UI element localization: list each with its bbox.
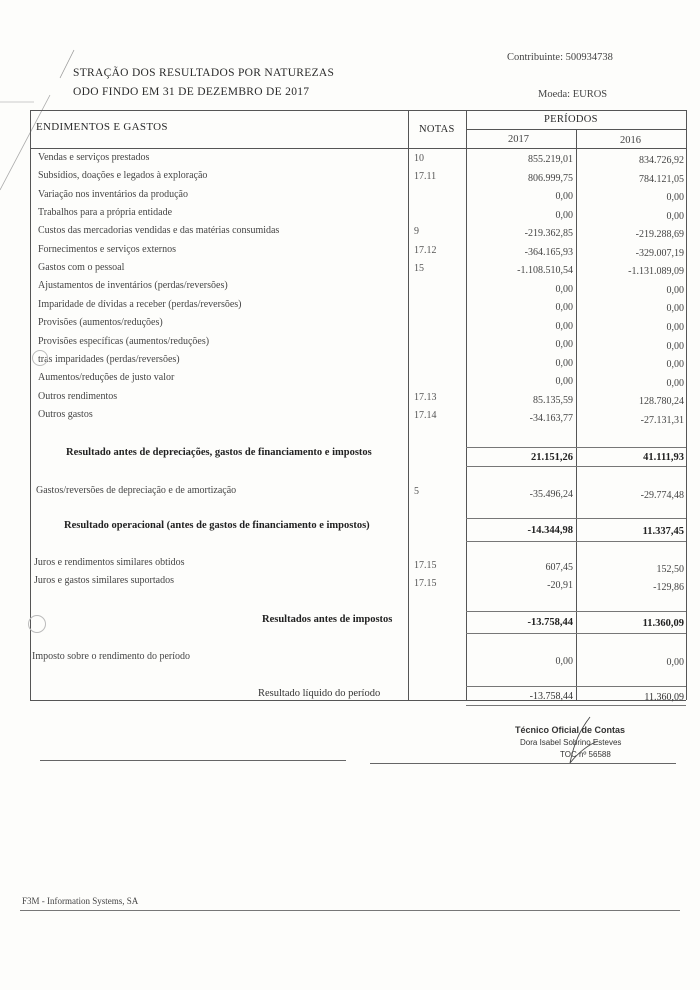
row-value-2016: 0,00 — [666, 340, 684, 352]
row-label: Vendas e serviços prestados — [38, 152, 150, 163]
row-value-juros-obtidos-2016: 152,50 — [656, 564, 684, 575]
row-label: Outros gastos — [38, 408, 93, 420]
document-title-line2: ODO FINDO EM 31 DE DEZEMBRO DE 2017 — [73, 86, 310, 98]
row-label-imposto: Imposto sobre o rendimento do período — [32, 651, 191, 662]
row-label: Imparidade de dívidas a receber (perdas/reversões) — [38, 298, 242, 310]
footer-company: F3M - Information Systems, SA — [22, 896, 139, 906]
row-value-2016: -329.007,19 — [635, 247, 684, 259]
row-value-2017: 806.999,75 — [528, 172, 573, 184]
row-value-juros-obtidos-2017: 607,45 — [545, 562, 573, 573]
row-value-2016: -27.131,31 — [640, 414, 684, 426]
row-note: 9 — [414, 226, 419, 238]
row-value-2016: 834.726,92 — [639, 155, 684, 166]
row-value-depreciacao-2017: -35.496,24 — [529, 489, 573, 500]
currency-label: Moeda: EUROS — [538, 89, 608, 100]
row-value-2017: -34.163,77 — [529, 413, 573, 424]
signature-icon — [560, 715, 610, 770]
row-note-juros-obtidos: 17.15 — [414, 560, 437, 571]
row-value-2017: -364.165,93 — [524, 246, 573, 258]
row-value-2017: 0,00 — [555, 283, 573, 295]
subtotal-operacional-2016: 11.337,45 — [642, 526, 684, 537]
row-note: 17.14 — [414, 409, 437, 421]
subtotal-label-antes-impostos: Resultados antes de impostos — [262, 614, 393, 625]
row-value-juros-suportados-2016: -129,86 — [653, 582, 684, 593]
row-note-juros-suportados: 17.15 — [414, 578, 437, 589]
signature-title: Técnico Oficial de Contas — [515, 725, 626, 735]
subtotal-label-ebitda: Resultado antes de depreciações, gastos de financiamento e impostos — [66, 447, 372, 458]
row-value-2017: 0,00 — [555, 339, 573, 350]
row-value-2016: -1.131.089,09 — [628, 266, 684, 278]
punch-hole-icon — [32, 350, 48, 366]
column-header-2016: 2016 — [620, 135, 641, 146]
total-liquido-2017: -13.758,44 — [529, 691, 573, 702]
row-label: Provisões específicas (aumentos/reduções) — [38, 335, 210, 347]
row-value-2016: 0,00 — [666, 192, 684, 204]
row-value-2017: 0,00 — [555, 209, 573, 221]
column-header-2017: 2017 — [508, 134, 529, 145]
column-header-rendimentos: ENDIMENTOS E GASTOS — [36, 121, 168, 133]
row-value-depreciacao-2016: -29.774,48 — [640, 490, 684, 501]
row-value-2016: 0,00 — [666, 210, 684, 222]
row-value-juros-suportados-2017: -20,91 — [547, 580, 573, 591]
row-label: tras imparidades (perdas/reversões) — [38, 353, 180, 365]
subtotal-ebitda-2016: 41.111,93 — [643, 452, 684, 463]
row-value-2017: 855.219,01 — [528, 154, 573, 165]
row-label-juros-suportados: Juros e gastos similares suportados — [34, 575, 174, 586]
row-label-depreciacao: Gastos/reversões de depreciação e de amortização — [36, 485, 237, 496]
row-label: Fornecimentos e serviços externos — [38, 243, 177, 255]
row-value-2017: 0,00 — [555, 191, 573, 202]
row-note: 17.11 — [414, 171, 437, 183]
total-liquido-2016: 11.360,09 — [644, 692, 684, 703]
signature-name: Dora Isabel Sobrino Esteves — [520, 738, 622, 747]
row-value-2016: 0,00 — [666, 284, 684, 296]
row-label: Provisões (aumentos/reduções) — [38, 317, 163, 329]
row-label: Outros rendimentos — [38, 390, 118, 402]
row-value-2017: 85.135,59 — [533, 394, 573, 406]
contribuinte-label: Contribuinte: 500934738 — [507, 52, 613, 63]
row-value-2016: 0,00 — [666, 321, 684, 333]
column-header-periodos: PERÍODOS — [544, 114, 598, 125]
row-value-imposto-2017: 0,00 — [555, 656, 573, 667]
row-value-2017: -219.362,85 — [524, 228, 573, 239]
row-label: Subsídios, doações e legados à exploração — [38, 170, 208, 182]
row-value-2017: 0,00 — [555, 320, 573, 332]
row-label: Custos das mercadorias vendidas e das matérias consumidas — [38, 225, 280, 237]
total-label-liquido: Resultado líquido do período — [258, 688, 381, 699]
row-note: 15 — [414, 263, 424, 275]
row-value-2017: 0,00 — [555, 376, 573, 387]
row-label: Ajustamentos de inventários (perdas/reversões) — [38, 280, 228, 292]
column-header-notas: NOTAS — [419, 124, 455, 135]
subtotal-ebitda-2017: 21.151,26 — [531, 452, 573, 463]
row-note: 10 — [414, 153, 424, 164]
subtotal-antes-impostos-2016: 11.360,09 — [642, 618, 684, 629]
document-title-line1: STRAÇÃO DOS RESULTADOS POR NATUREZAS — [73, 67, 335, 79]
subtotal-operacional-2017: -14.344,98 — [527, 525, 573, 536]
row-value-2017: 0,00 — [555, 357, 573, 369]
row-value-2016: -219.288,69 — [635, 229, 684, 241]
row-value-2016: 0,00 — [666, 359, 684, 371]
subtotal-antes-impostos-2017: -13.758,44 — [527, 617, 573, 628]
row-label-juros-obtidos: Juros e rendimentos similares obtidos — [34, 557, 185, 568]
row-note-depreciacao: 5 — [414, 486, 419, 497]
row-value-2017: 0,00 — [555, 302, 573, 313]
row-value-2016: 784.121,05 — [639, 173, 684, 185]
row-label: Trabalhos para a própria entidade — [38, 207, 173, 219]
row-label: Gastos com o pessoal — [38, 262, 125, 274]
row-value-imposto-2016: 0,00 — [666, 657, 684, 668]
row-label: Aumentos/reduções de justo valor — [38, 372, 175, 384]
row-note: 17.13 — [414, 391, 437, 403]
row-value-2016: 128.780,24 — [639, 396, 684, 408]
signature-toc-number: TOC nº 56588 — [560, 750, 611, 759]
row-note: 17.12 — [414, 244, 437, 256]
row-label: Variação nos inventários da produção — [38, 188, 188, 200]
row-value-2017: -1.108.510,54 — [517, 265, 573, 276]
row-value-2016: 0,00 — [666, 303, 684, 315]
subtotal-label-operacional: Resultado operacional (antes de gastos de financiamento e impostos) — [64, 520, 370, 531]
row-value-2016: 0,00 — [666, 377, 684, 389]
punch-hole-icon — [28, 615, 46, 633]
